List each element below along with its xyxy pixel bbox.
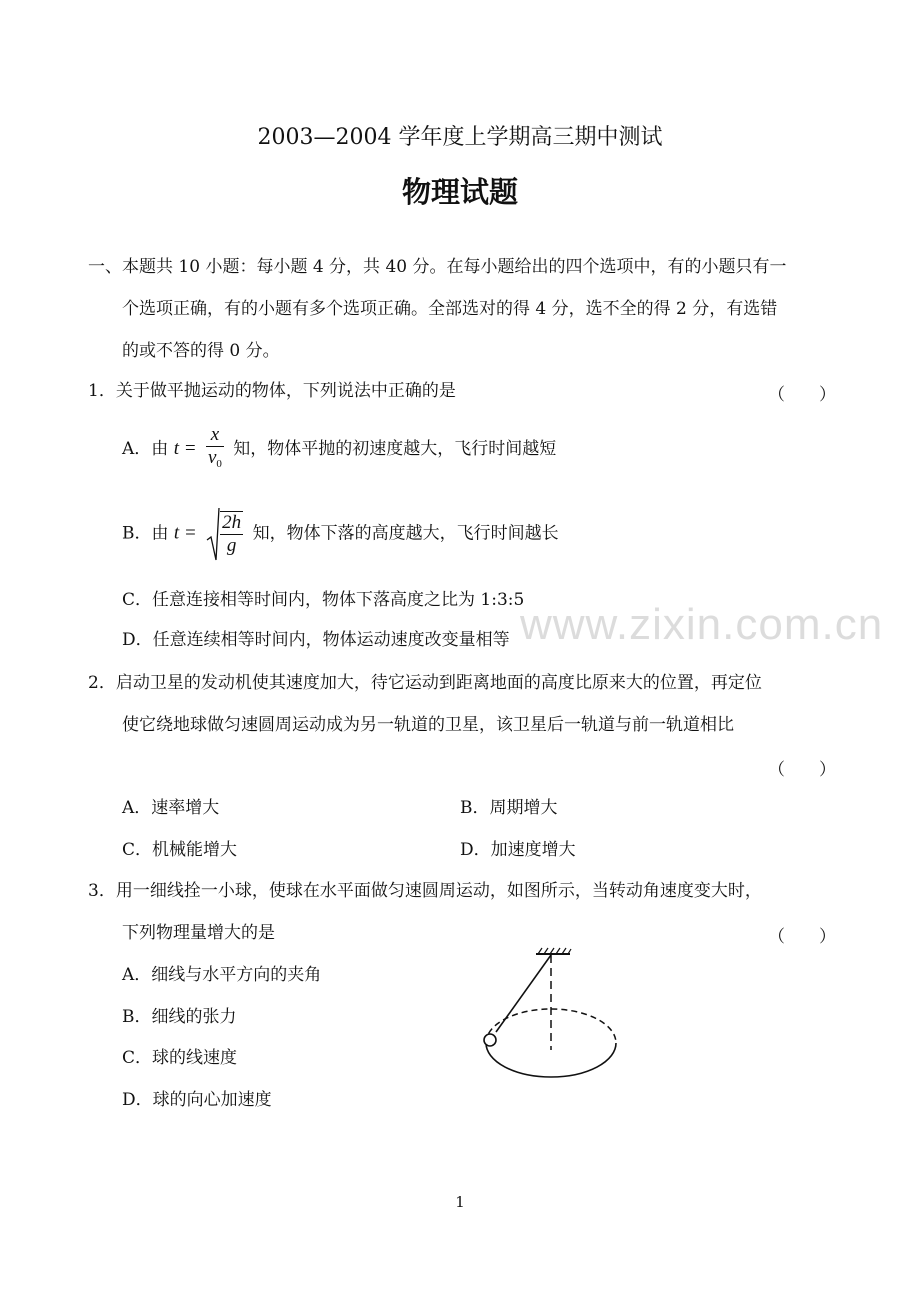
q3-option-b: B．细线的张力 — [122, 1007, 237, 1027]
q1-option-a-den-sub: 0 — [216, 458, 222, 470]
sqrt-sign-icon — [206, 506, 220, 562]
q1-option-b-eq: t = — [173, 522, 197, 544]
q2-option-c: C．机械能增大 — [122, 840, 238, 860]
q2-stem-line-2: 使它绕地球做匀速圆周运动成为另一轨道的卫星，该卫星后一轨道与前一轨道相比 — [122, 715, 734, 735]
q2-stem-line-1: 2．启动卫星的发动机使其速度加大，待它运动到距离地面的高度比原来大的位置，再定位 — [88, 673, 762, 693]
page-number: 1 — [455, 1193, 465, 1211]
q1-option-b — [122, 506, 559, 562]
q1-option-d: D．任意连续相等时间内，物体运动速度改变量相等 — [122, 630, 510, 650]
q1-answer-bracket: （ ） — [768, 385, 836, 405]
q1-option-b-numerator: 2h — [222, 512, 242, 533]
q1-option-c: C．任意连接相等时间内，物体下落高度之比为 1:3:5 — [122, 590, 525, 610]
q1-option-b-sqrt — [206, 506, 243, 562]
q2-option-b: B．周期增大 — [460, 798, 558, 818]
watermark-text: www.zixin.com.cn — [520, 600, 884, 649]
q1-option-a-den-var: v — [207, 447, 217, 468]
q1-option-a-suffix: 知，物体平抛的初速度越大，飞行时间越短 — [233, 439, 557, 459]
q1-option-b-denominator: g — [220, 534, 243, 557]
q1-option-b-fraction — [220, 511, 243, 557]
q2-answer-bracket: （ ） — [768, 760, 836, 780]
q1-option-a-denominator — [206, 446, 224, 475]
q3-stem-line-1: 3．用一细线拴一小球，使球在水平面做匀速圆周运动，如图所示，当转动角速度变大时， — [88, 881, 762, 901]
q1-option-b-prefix: B．由 — [122, 523, 169, 544]
section-instructions-line-1: 一、本题共 10 小题：每小题 4 分，共 40 分。在每小题给出的四个选项中，有的小题只有一 — [88, 257, 787, 277]
q3-stem-line-2: 下列物理量增大的是 — [122, 923, 275, 943]
conical-pendulum-figure — [474, 940, 624, 1090]
q1-option-a — [122, 424, 556, 475]
ball-icon — [484, 1034, 496, 1046]
q2-option-a: A．速率增大 — [122, 798, 220, 818]
q3-option-c: C．球的线速度 — [122, 1048, 238, 1068]
ceiling-support-icon — [536, 948, 571, 954]
exam-title: 2003—2004 学年度上学期高三期中测试 — [257, 125, 663, 150]
q3-option-d: D．球的向心加速度 — [122, 1090, 272, 1110]
q2-option-d: D．加速度增大 — [460, 840, 576, 860]
q3-answer-bracket: （ ） — [768, 927, 836, 947]
section-instructions-line-2: 个选项正确，有的小题有多个选项正确。全部选对的得 4 分，选不全的得 2 分，有选错 — [122, 299, 778, 319]
q3-option-a: A．细线与水平方向的夹角 — [122, 965, 322, 985]
string-line — [496, 955, 551, 1032]
q1-option-b-suffix: 知，物体下落的高度越大，飞行时间越长 — [252, 523, 559, 544]
q1-stem: 1．关于做平抛运动的物体，下列说法中正确的是 — [88, 381, 456, 401]
q1-option-a-fraction — [206, 424, 224, 475]
section-instructions-line-3: 的或不答的得 0 分。 — [122, 341, 280, 361]
subject-title: 物理试题 — [401, 175, 518, 209]
q1-option-a-numerator: x — [210, 424, 220, 445]
q1-option-a-prefix: A．由 — [122, 439, 169, 459]
q1-option-a-eq: t = — [173, 438, 197, 459]
